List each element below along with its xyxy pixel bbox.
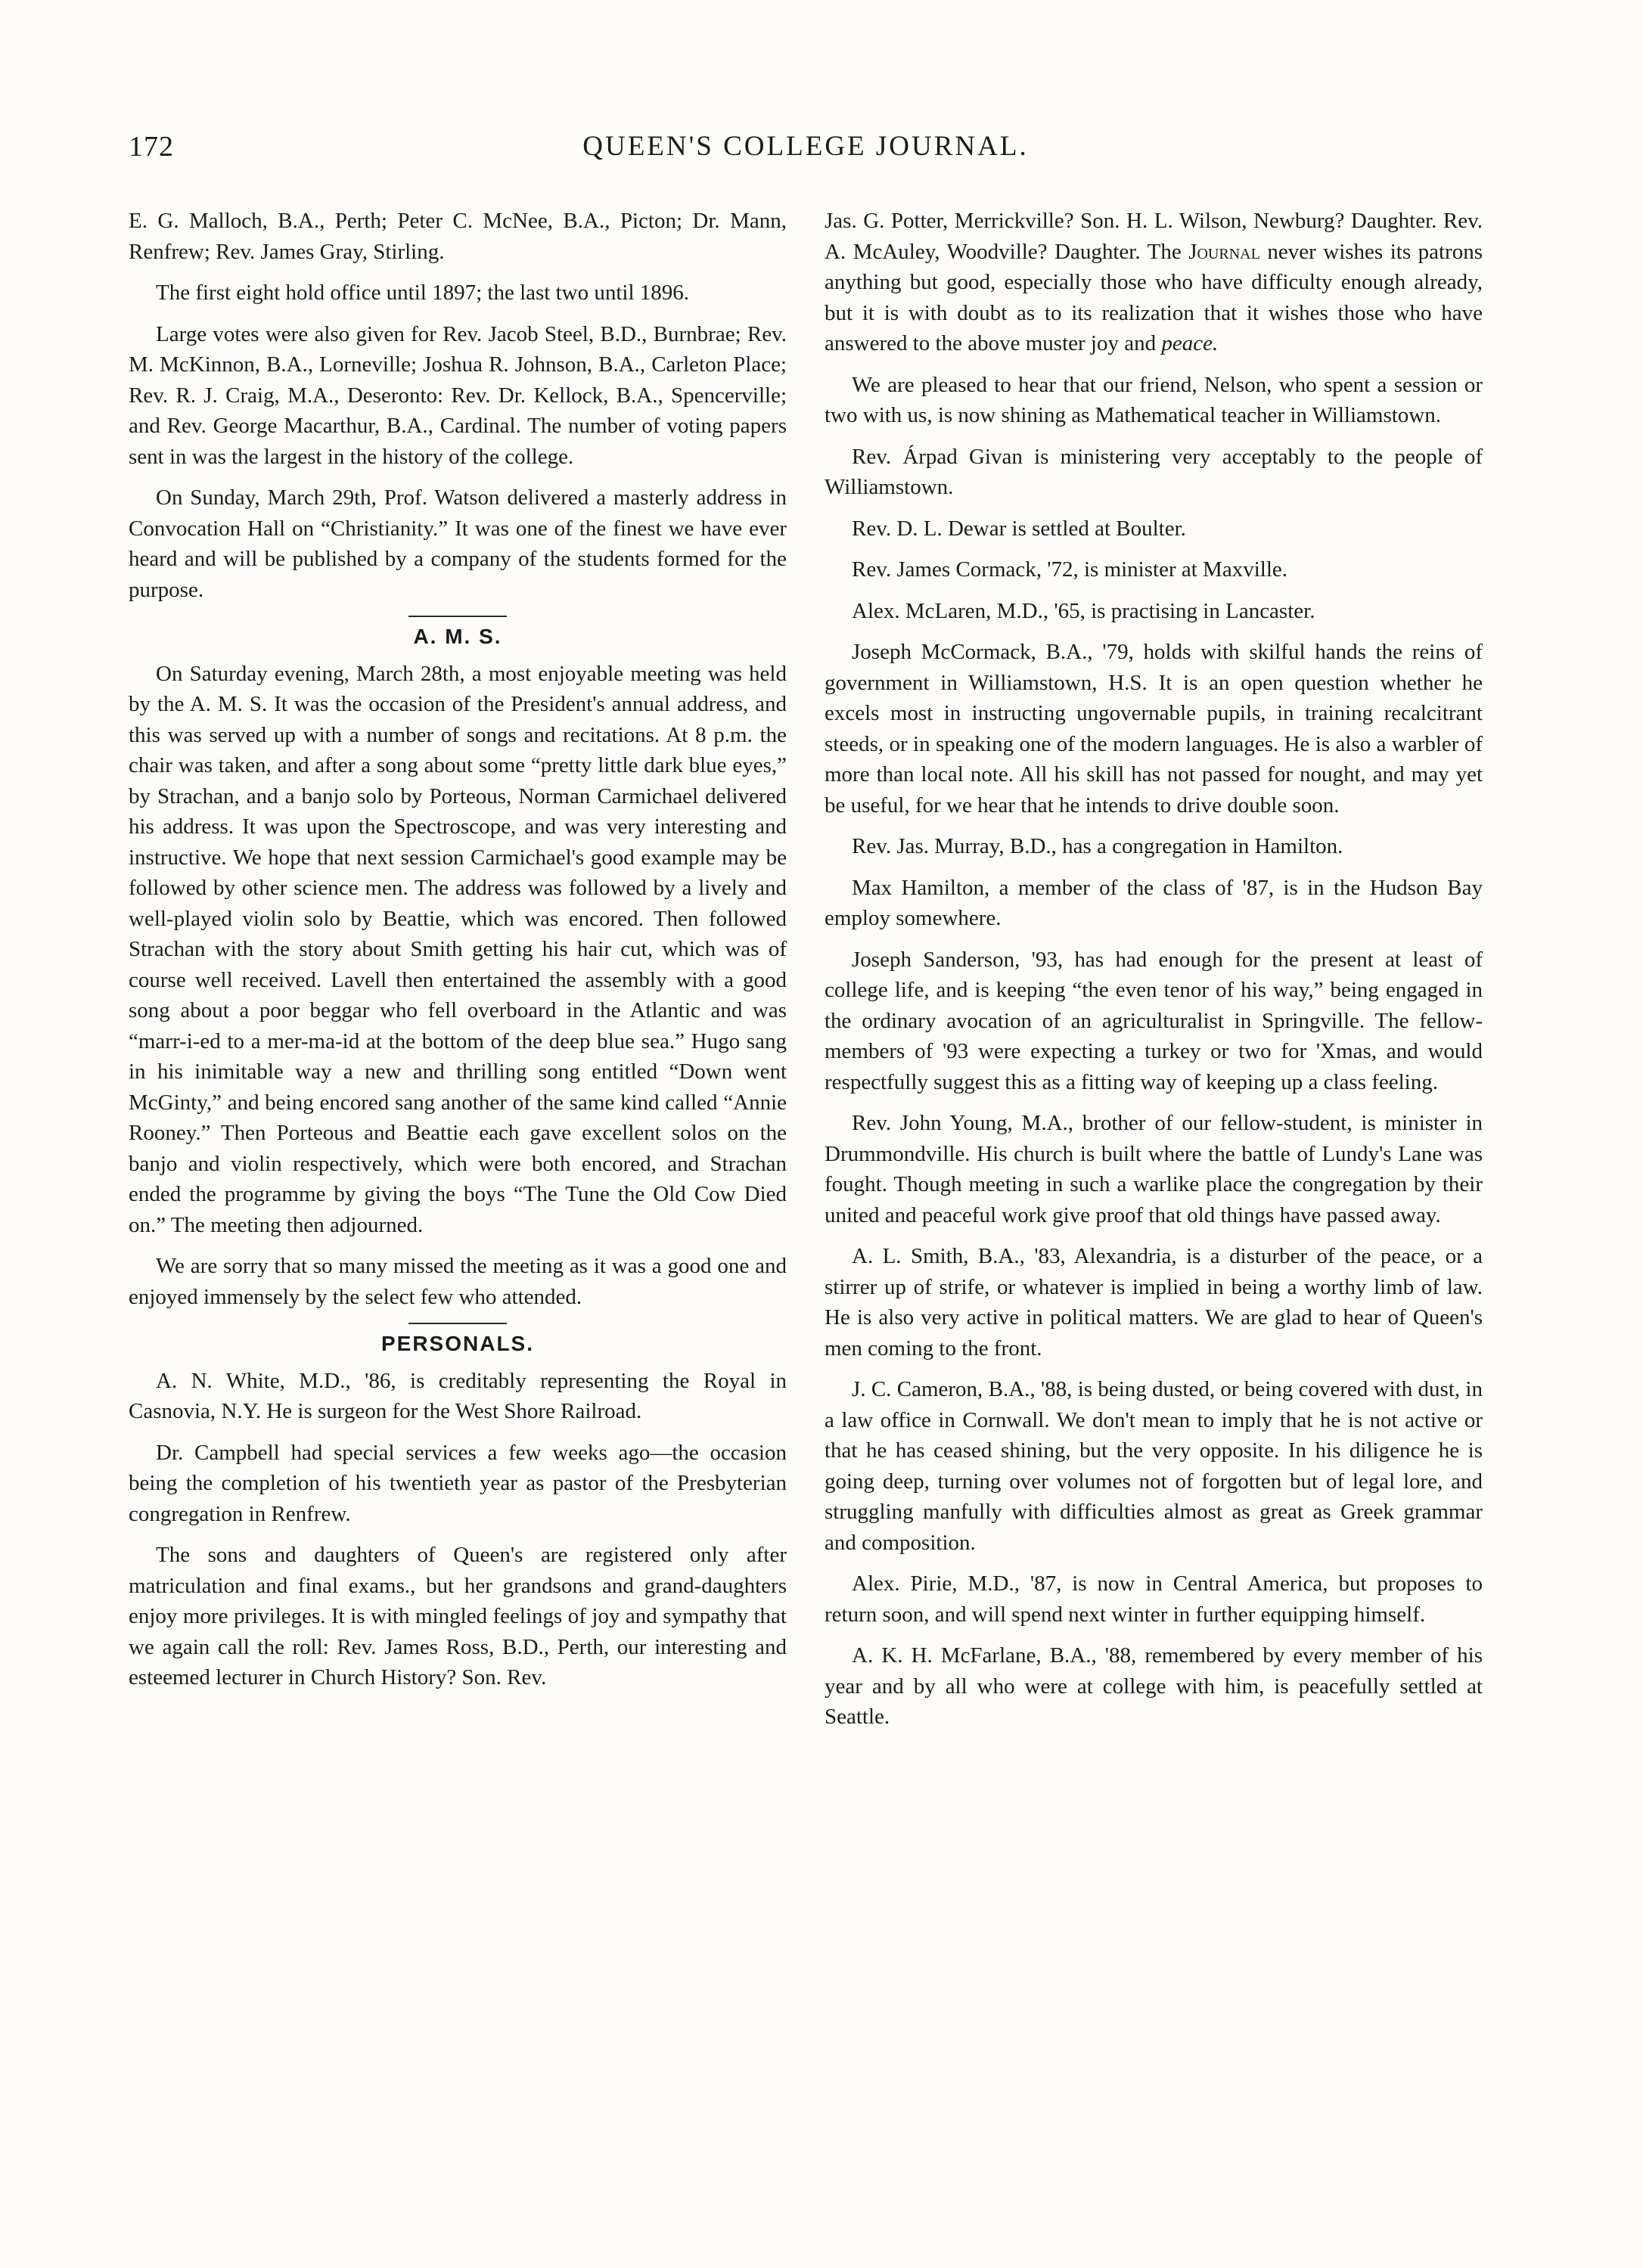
section-heading-ams <box>129 616 787 653</box>
section-title: PERSONALS. <box>380 1332 535 1355</box>
paragraph: Large votes were also given for Rev. Jacob Steel, B.D., Burnbrae; Rev. M. McKinnon, B.A., Lorneville; Joshua R. Johnson, B.A., Carleton Place; Rev. R. J. Craig, M.A., Deseronto: Rev. Dr. Kellock, B.A., Spencerville; and Rev. George Macarthur, B.A., Cardinal. The number of voting papers sent in was the largest in the history of the college. <box>129 321 787 469</box>
paragraph: A. L. Smith, B.A., '83, Alexandria, is a disturber of the peace, or a stirrer up of strife, or whatever is implied in being a worthy limb of law. He is also very active in political matters. We are glad to hear of Queen's men coming to the front. <box>825 1244 1483 1360</box>
paragraph: Alex. McLaren, M.D., '65, is practising in Lancaster. <box>852 598 1315 623</box>
right-column <box>825 206 1483 1743</box>
paragraph: On Saturday evening, March 28th, a most enjoyable meeting was held by the A. M. S. It was the occasion of the President's annual address, and this was served up with a number of songs and recitations. At 8 p.m. the chair was taken, and after a song about some “pretty little dark blue eyes,” by Strachan, and a banjo solo by Porteous, Norman Carmichael delivered his address. It was upon the Spectroscope, and was very interesting and instructive. We hope that next session Carmichael's good example may be followed by other science men. The address was followed by a lively and well-played violin solo by Beattie, which was encored. Then followed Strachan with the story about Smith getting his hair cut, which was of course well received. Lavell then entertained the assembly with a good song about a poor beggar who fell overboard in the Atlantic and was “marr-i-ed to a mer-ma-id at the bottom of the deep blue sea.” Hugo sang in his inimitable way a new and thrilling song entitled “Down went McGinty,” and being encored sang another of the same kind called “Annie Rooney.” Then Porteous and Beattie each gave excellent solos on the banjo and violin respectively, which were both encored, and Strachan ended the programme by giving the boys “The Tune the Old Cow Died on.” The meeting then adjourned. <box>129 661 787 1237</box>
running-title: QUEEN'S COLLEGE JOURNAL. <box>582 131 1029 162</box>
page-header <box>129 130 1483 168</box>
heading-rule <box>408 616 507 617</box>
paragraph: The first eight hold office until 1897; the last two until 1896. <box>156 281 690 305</box>
paragraph: Rev. John Young, M.A., brother of our fellow-student, is minister in Drummondville. His church is built where the battle of Lundy's Lane was fought. Though meeting in such a warlike place the congregation by their united and peaceful work give proof that old things have passed away. <box>825 1111 1483 1227</box>
text-run: never wishes its patrons anything but good, especially those who have difficulty enough already, but it is with doubt as to its realization that it wishes those who have answered to the above muster joy and <box>825 239 1483 355</box>
paragraph: Alex. Pirie, M.D., '87, is now in Central America, but proposes to return soon, and will spend next winter in further equipping himself. <box>825 1571 1483 1627</box>
page-number: 172 <box>129 131 174 163</box>
italic-word: peace. <box>1161 331 1219 355</box>
heading-rule <box>408 1323 507 1324</box>
paragraph: A. K. H. McFarlane, B.A., '88, remembered by every member of his year and by all who were at college with him, is peacefully settled at Seattle. <box>825 1643 1483 1729</box>
paragraph: We are sorry that so many missed the meeting as it was a good one and enjoyed immensely by the select few who attended. <box>129 1254 787 1309</box>
paragraph: We are pleased to hear that our friend, Nelson, who spent a session or two with us, is now shining as Mathematical teacher in Williamstown. <box>825 372 1483 427</box>
paragraph: On Sunday, March 29th, Prof. Watson delivered a masterly address in Convocation Hall on “Christianity.” It was one of the finest we have ever heard and will be published by a company of the students formed for the purpose. <box>129 486 787 602</box>
paragraph: Dr. Campbell had special services a few weeks ago—the occasion being the completion of his twentieth year as pastor of the Presbyterian congregation in Renfrew. <box>129 1440 787 1526</box>
left-column <box>129 206 787 1704</box>
section-title: A. M. S. <box>413 625 502 648</box>
section-heading-personals <box>129 1323 787 1360</box>
paragraph: J. C. Cameron, B.A., '88, is being dusted, or being covered with dust, in a law office in Cornwall. We don't mean to imply that he is not active or that he has ceased shining, but the very opposite. In his diligence he is going deep, turning over volumes not of forgotten but of legal lore, and struggling manfully with difficulties almost as great as Greek grammar and composition. <box>825 1377 1483 1555</box>
text-run: Jas. G. Potter, Merrickville? Son. H. L. Wilson, Newburg? Daughter. Rev. A. McAuley, Woodville? Daughter. The <box>825 209 1483 264</box>
paragraph: Max Hamilton, a member of the class of '87, is in the Hudson Bay employ somewhere. <box>825 875 1483 930</box>
journal-name: Journal <box>1188 239 1260 264</box>
paragraph: A. N. White, M.D., '86, is creditably representing the Royal in Casnovia, N.Y. He is surgeon for the West Shore Railroad. <box>129 1368 787 1423</box>
paragraph: Rev. Jas. Murray, B.D., has a congregation in Hamilton. <box>852 834 1343 858</box>
paragraph: Rev. Árpad Givan is ministering very acceptably to the people of Williamstown. <box>825 444 1483 499</box>
paragraph: Joseph McCormack, B.A., '79, holds with skilful hands the reins of government in Williamstown, H.S. It is an open question whether he excels most in instructing ungovernable pupils, in training recalcitrant steeds, or in speaking one of the modern languages. He is also a warbler of more than local note. All his skill has not passed for nought, and may yet be useful, for we hear that he intends to drive double soon. <box>825 640 1483 818</box>
paragraph: The sons and daughters of Queen's are registered only after matriculation and final exams., but her grandsons and grand-daughters enjoy more privileges. It is with mingled feelings of joy and sympathy that we again call the roll: Rev. James Ross, B.D., Perth, our interesting and esteemed lecturer in Church History? Son. Rev. <box>129 1543 787 1689</box>
paragraph <box>825 206 1483 359</box>
paragraph: Rev. D. L. Dewar is settled at Boulter. <box>852 516 1186 541</box>
paragraph: Rev. James Cormack, '72, is minister at Maxville. <box>852 557 1287 582</box>
paragraph: E. G. Malloch, B.A., Perth; Peter C. McNee, B.A., Picton; Dr. Mann, Renfrew; Rev. James Gray, Stirling. <box>129 209 787 264</box>
paragraph: Joseph Sanderson, '93, has had enough for the present at least of college life, and is keeping “the even tenor of his way,” being engaged in the ordinary avocation of an agriculturalist in Springville. The fellow-members of '93 were expecting a turkey or two for 'Xmas, and would respectfully suggest this as a fitting way of keeping up a class feeling. <box>825 947 1483 1094</box>
